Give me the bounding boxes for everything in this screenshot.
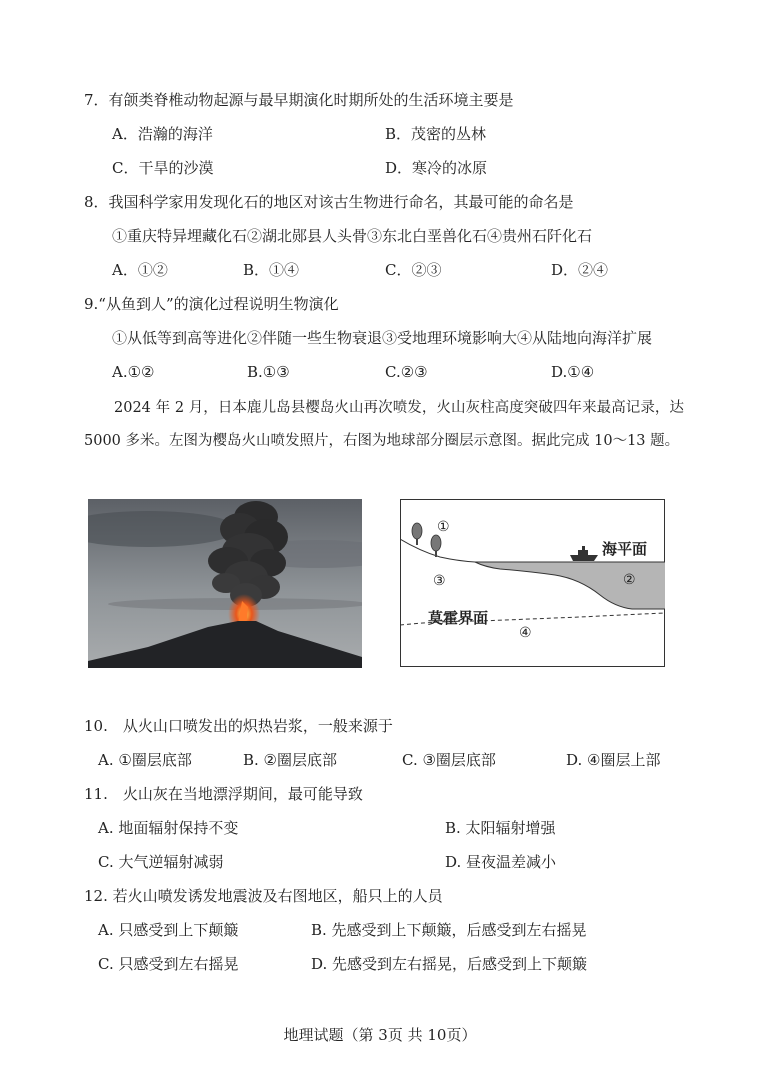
page-footer: 地理试题（第 3页 共 10页） — [283, 1026, 477, 1044]
q8-option-a[interactable]: A．①② — [112, 261, 168, 279]
q9-items: ①从低等到高等进化②伴随一些生物衰退③受地理环境影响大④从陆地向海洋扩展 — [112, 329, 653, 347]
q12-option-d[interactable]: D. 先感受到左右摇晃，后感受到上下颠簸 — [311, 955, 588, 973]
q8-items: ①重庆特异埋藏化石②湖北郧县人头骨③东北白垩兽化石④贵州石阡化石 — [112, 227, 593, 245]
q10-option-c[interactable]: C. ③圈层底部 — [402, 751, 496, 769]
q7-option-a[interactable]: A．浩瀚的海洋 — [112, 125, 213, 143]
q10-option-b[interactable]: B. ②圈层底部 — [243, 751, 338, 769]
earth-layers-diagram — [400, 499, 665, 667]
q9-option-b[interactable]: B.①③ — [247, 363, 290, 381]
q11-option-d[interactable]: D. 昼夜温差减小 — [445, 853, 557, 871]
layer-label-1: ① — [437, 519, 450, 535]
q7-option-c[interactable]: C．干旱的沙漠 — [112, 159, 214, 177]
q12-option-b[interactable]: B. 先感受到上下颠簸，后感受到左右摇晃 — [311, 921, 587, 939]
sea-level-label: 海平面 — [602, 540, 648, 558]
intro-paragraph: 2024 年 2 月，日本鹿儿岛县樱岛火山再次喷发，火山灰柱高度突破四年来最高记录，达 5000 多米。左图为樱岛火山喷发照片，右图为地球部分圈层示意图。据此完成 10～13 题。 — [84, 400, 684, 449]
q10-option-d[interactable]: D. ④圈层上部 — [566, 751, 661, 769]
q9-option-a[interactable]: A.①② — [112, 363, 155, 381]
q11-option-a[interactable]: A. 地面辐射保持不变 — [98, 819, 239, 837]
q7-option-d[interactable]: D．寒冷的冰原 — [385, 159, 488, 177]
moho-label: 莫霍界面 — [428, 609, 489, 627]
volcano-photo — [88, 499, 362, 668]
q12-stem: 12. 若火山喷发诱发地震波及右图地区，船只上的人员 — [84, 887, 443, 905]
q9-option-d[interactable]: D.①④ — [551, 363, 595, 381]
layer-label-3: ③ — [433, 573, 446, 589]
q7-stem: 7．有颌类脊椎动物起源与最早期演化时期所处的生活环境主要是 — [84, 91, 514, 109]
q11-stem: 11. 火山灰在当地漂浮期间，最可能导致 — [84, 785, 363, 803]
q8-option-b[interactable]: B．①④ — [243, 261, 300, 279]
q10-stem: 10. 从火山口喷发出的炽热岩浆，一般来源于 — [84, 717, 393, 735]
q7-option-b[interactable]: B．茂密的丛林 — [385, 125, 487, 143]
layer-label-4: ④ — [519, 625, 532, 641]
q11-option-b[interactable]: B. 太阳辐射增强 — [445, 819, 556, 837]
q12-option-a[interactable]: A. 只感受到上下颠簸 — [98, 921, 239, 939]
q9-option-c[interactable]: C.②③ — [385, 363, 428, 381]
q10-option-a[interactable]: A. ①圈层底部 — [98, 751, 192, 769]
earth-layers-svg — [400, 499, 665, 667]
q11-option-c[interactable]: C. 大气逆辐射减弱 — [98, 853, 224, 871]
q8-option-d[interactable]: D．②④ — [551, 261, 609, 279]
volcano-eruption-image — [88, 499, 362, 668]
q8-stem: 8．我国科学家用发现化石的地区对该古生物进行命名，其最可能的命名是 — [84, 193, 574, 211]
layer-label-2: ② — [623, 572, 636, 588]
q8-option-c[interactable]: C．②③ — [385, 261, 442, 279]
q12-option-c[interactable]: C. 只感受到左右摇晃 — [98, 955, 239, 973]
q9-stem: 9.“从鱼到人”的演化过程说明生物演化 — [84, 295, 339, 313]
